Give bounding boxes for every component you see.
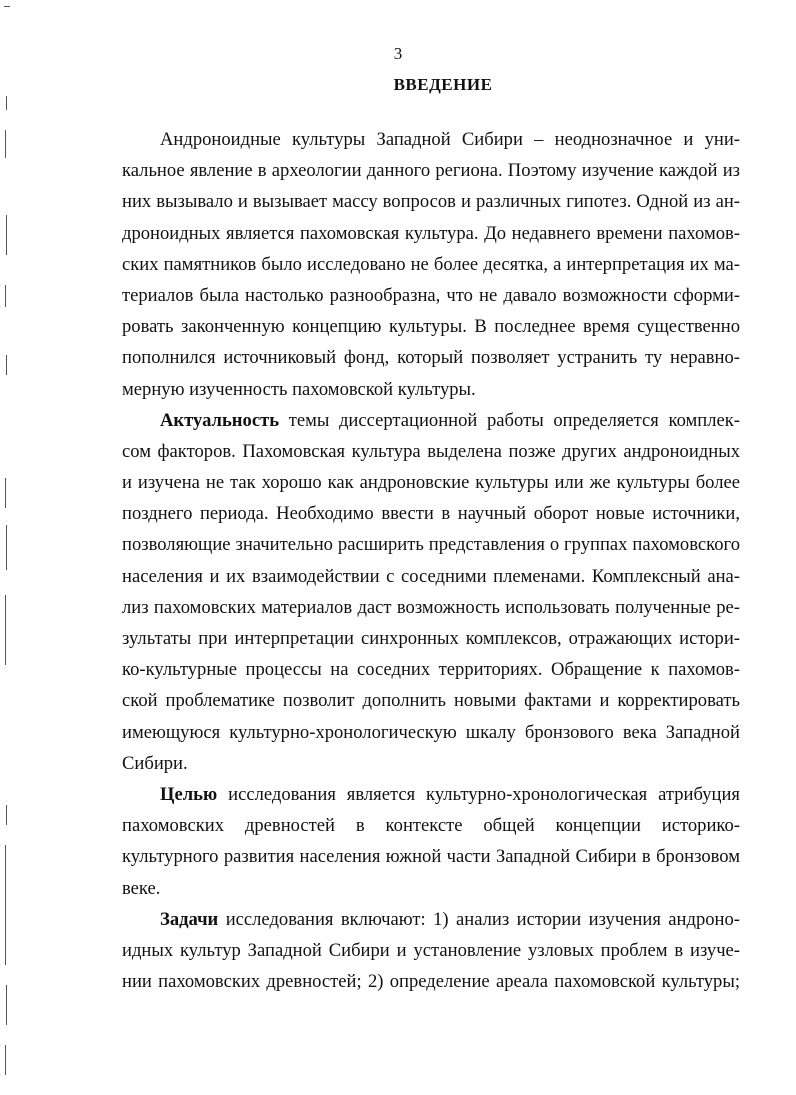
text-line: позволяющие значительно расширить представления о группах пахомовского — [122, 534, 740, 556]
text-line: идных культур Западной Сибири и установление узловых проблем в изуче- — [122, 939, 740, 961]
text-line: Задачи исследования включают: 1) анализ истории изучения андроно- — [160, 908, 740, 930]
text-line: зультаты при интерпретации синхронных комплексов, отражающих истори- — [122, 628, 740, 649]
text-line: них вызывало и вызывает массу вопросов и различных гипотез. Одной из ан- — [122, 191, 740, 213]
text-line: веке. — [122, 877, 161, 899]
text-line: ко-культурные процессы на соседних территориях. Обращение к пахомов- — [122, 659, 740, 681]
paragraph-intro — [122, 124, 740, 405]
text-line: Сибири. — [122, 752, 188, 774]
text-line: пополнился источниковый фонд, который позволяет устранить ту неравно- — [122, 347, 740, 369]
text-line: Актуальность темы диссертационной работы определяется комплек- — [160, 409, 740, 431]
text-line: ровать законченную концепцию культуры. В последнее время существенно — [122, 316, 740, 338]
text-line: териалов была настолько разнообразна, что не давало возможности сформи- — [122, 284, 740, 306]
paragraph-relevance — [122, 405, 740, 779]
text-line: лиз пахомовских материалов даст возможность использовать полученные ре- — [122, 596, 740, 618]
text-line: и изучена не так хорошо как андроновские культуры или же культуры более — [122, 472, 740, 494]
text-line: населения и их взаимодействии с соседними племенами. Комплексный ана- — [122, 565, 740, 587]
text-line: имеющуюся культурно-хронологическую шкалу бронзового века Западной — [122, 721, 740, 743]
text-line: мерную изученность пахомовской культуры. — [122, 378, 476, 400]
scan-margin-artifacts — [0, 0, 20, 1095]
term-goal: Целью — [160, 783, 218, 805]
paragraph-tasks — [122, 904, 740, 998]
text-line: дроноидных является пахомовская культура. До недавнего времени пахомов- — [122, 222, 740, 244]
text-line: позднего периода. Необходимо ввести в научный оборот новые источники, — [122, 503, 740, 525]
paragraph-goal — [122, 779, 740, 904]
text-line: Андроноидные культуры Западной Сибири – неоднозначное и уни- — [160, 129, 740, 150]
text-line: ской проблематике позволит дополнить новыми фактами и корректировать — [122, 690, 740, 712]
term-tasks: Задачи — [160, 908, 219, 930]
text-line: культурного развития населения южной части Западной Сибири в бронзовом — [122, 846, 740, 868]
text-line: сом факторов. Пахомовская культура выделена позже других андроноидных — [122, 440, 740, 462]
text-line: пахомовских древностей в контексте общей концепции историко- — [122, 815, 740, 837]
term-relevance: Актуальность — [160, 409, 280, 431]
page-title: ВВЕДЕНИЕ — [393, 75, 493, 94]
text-line: Целью исследования является культурно-хронологическая атрибуция — [160, 783, 740, 805]
text-line: кальное явление в археологии данного региона. Поэтому изучение каждой из — [122, 160, 740, 182]
text-line: нии пахомовских древностей; 2) определение ареала пахомовской культуры; — [122, 971, 740, 993]
body-text — [122, 124, 740, 997]
text-line: ских памятников было исследовано не более десятка, а интерпретация их ма- — [122, 253, 740, 275]
page-number: 3 — [393, 44, 403, 63]
